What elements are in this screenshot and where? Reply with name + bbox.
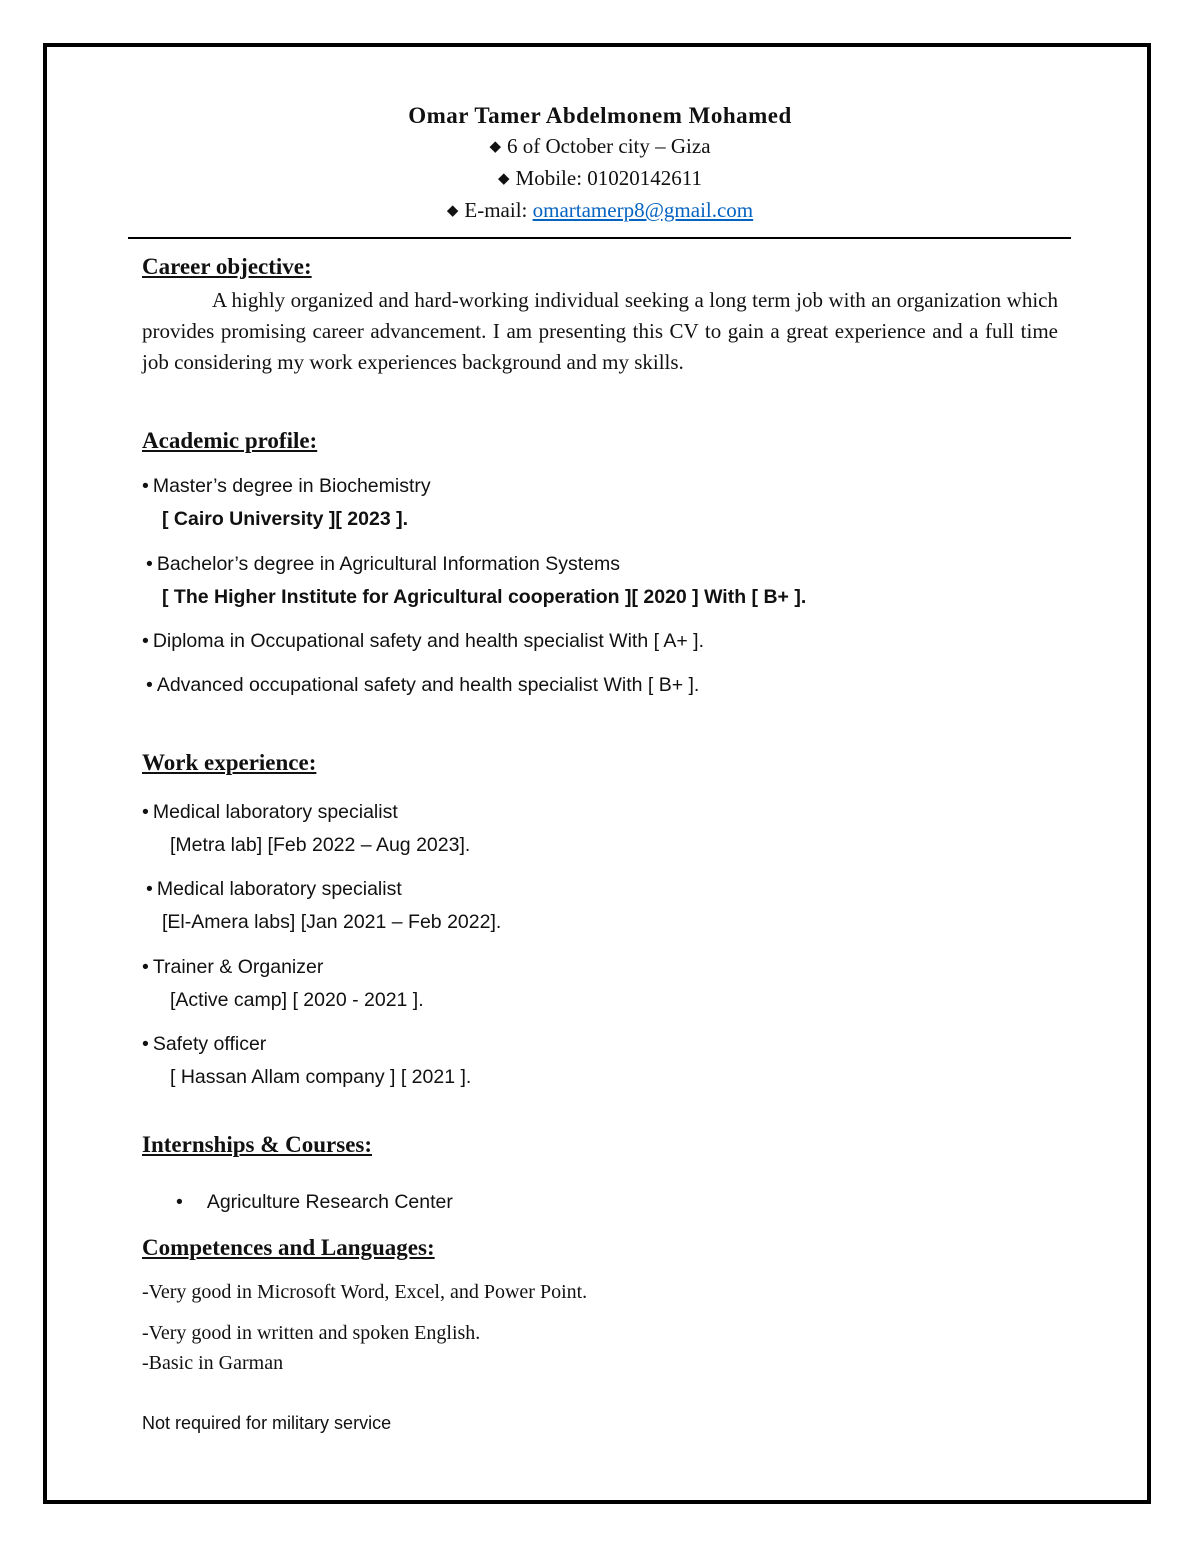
bullet-icon: • — [146, 878, 153, 900]
work-role: Medical laboratory specialist — [152, 801, 398, 823]
academic-institution: [ The Higher Institute for Agricultural cooperation ][ 2020 ] With [ B+ ]. — [162, 586, 807, 608]
military-status-note: Not required for military service — [142, 1413, 392, 1433]
bullet-icon: • — [142, 630, 149, 652]
academic-degree: Master’s degree in Biochemistry — [152, 475, 431, 497]
internship-item — [176, 1186, 453, 1219]
competences-title: Competences and Languages: — [142, 1235, 435, 1260]
bullet-icon: • — [176, 1191, 183, 1213]
work-item — [142, 1028, 471, 1094]
bullet-icon: • — [146, 674, 153, 696]
address-text: 6 of October city – Giza — [507, 134, 711, 158]
diamond-bullet-icon: ◆ — [489, 139, 502, 155]
email-label: E-mail: — [464, 198, 533, 222]
academic-institution: [ Cairo University ][ 2023 ]. — [162, 508, 408, 530]
work-employer: [Active camp] [ 2020 - 2021 ]. — [170, 989, 424, 1011]
academic-degree: Advanced occupational safety and health specialist With [ B+ ]. — [156, 674, 700, 696]
academic-item — [142, 470, 431, 536]
bullet-icon: • — [142, 801, 149, 823]
bullet-icon: • — [142, 956, 149, 978]
academic-profile-title: Academic profile: — [142, 428, 318, 453]
email-link[interactable]: omartamerp8@gmail.com — [532, 198, 754, 222]
academic-item — [142, 625, 704, 658]
work-employer: [El-Amera labs] [Jan 2021 – Feb 2022]. — [162, 911, 502, 933]
work-role: Safety officer — [152, 1033, 267, 1055]
competence-line: -Very good in Microsoft Word, Excel, and Power Point. — [142, 1281, 588, 1303]
header-divider — [128, 237, 1071, 239]
cv-header — [0, 100, 1200, 228]
competence-line: -Very good in written and spoken English. — [142, 1322, 481, 1344]
internship-name: Agriculture Research Center — [206, 1191, 453, 1213]
bullet-icon: • — [142, 475, 149, 497]
diamond-bullet-icon: ◆ — [446, 203, 459, 219]
work-employer: [Metra lab] [Feb 2022 – Aug 2023]. — [170, 834, 471, 856]
email-line — [0, 196, 1200, 228]
bullet-icon: • — [146, 553, 153, 575]
diamond-bullet-icon: ◆ — [497, 171, 510, 187]
candidate-name: Omar Tamer Abdelmonem Mohamed — [408, 103, 792, 128]
career-objective-text: A highly organized and hard-working individual seeking a long term job with an organization which provides promising career advancement. I am presenting this CV to gain a great experience and a full time job considering my work experiences background and my skills. — [142, 288, 1058, 374]
academic-item — [146, 548, 806, 614]
internships-title: Internships & Courses: — [142, 1132, 373, 1157]
academic-degree: Bachelor’s degree in Agricultural Information Systems — [156, 553, 621, 575]
competence-line: -Basic in Garman — [142, 1352, 284, 1374]
work-employer: [ Hassan Allam company ] [ 2021 ]. — [170, 1066, 472, 1088]
address-line — [0, 132, 1200, 164]
work-item — [146, 873, 501, 939]
bullet-icon: • — [142, 1033, 149, 1055]
mobile-text: Mobile: 01020142611 — [515, 166, 702, 190]
work-experience-title: Work experience: — [142, 750, 317, 775]
academic-item — [146, 669, 699, 702]
career-objective-title: Career objective: — [142, 254, 312, 279]
work-item — [142, 951, 424, 1017]
work-role: Medical laboratory specialist — [156, 878, 402, 900]
mobile-line — [0, 164, 1200, 196]
work-role: Trainer & Organizer — [152, 956, 324, 978]
academic-degree: Diploma in Occupational safety and health specialist With [ A+ ]. — [152, 630, 704, 652]
work-item — [142, 796, 470, 862]
